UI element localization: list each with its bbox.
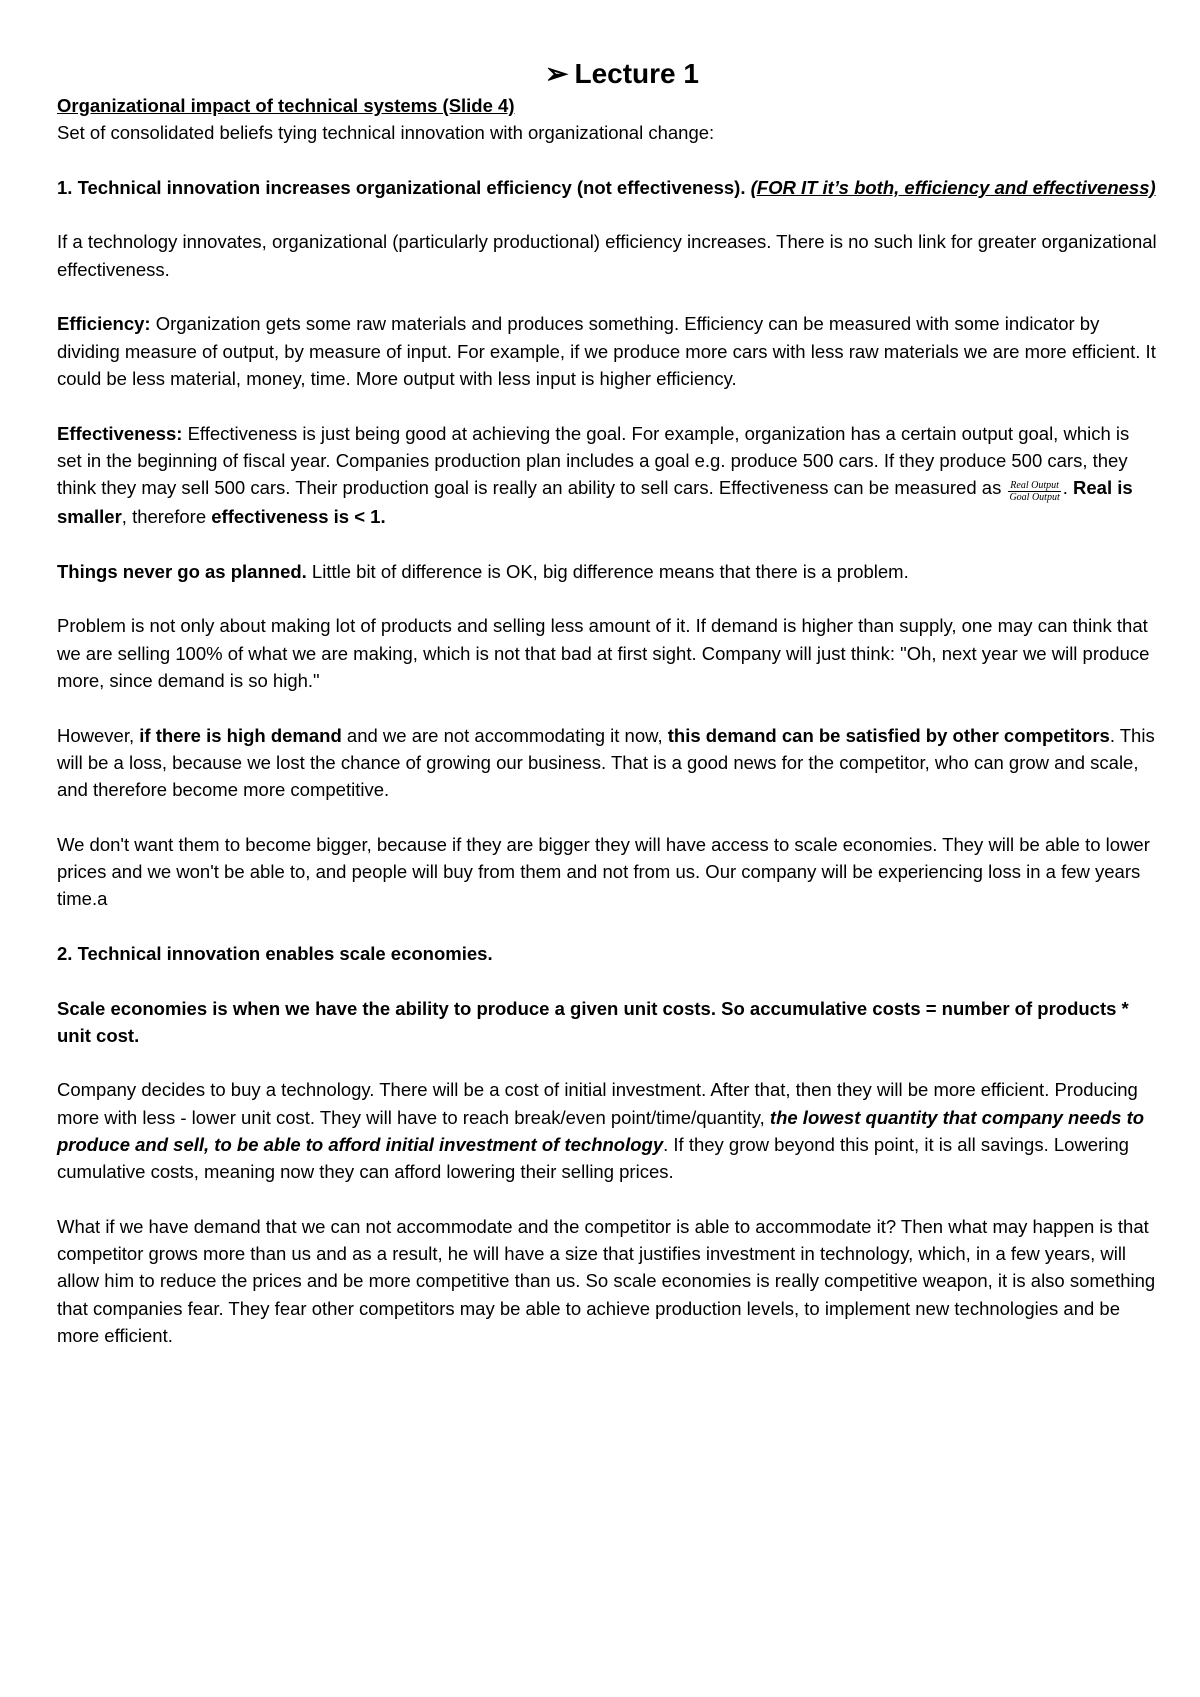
what-if-paragraph: What if we have demand that we can not accommodate and the competitor is able to accommodate it? Then what may happen is that competitor grows more than us and as a result, he will have a size that justifies investment in technology, which, in a few years, will allow him to reduce the prices and be more competitive than us. So scale economies is really competitive weapon, it is also something that companies fear. They fear other competitors may be able to achieve production levels, to implement new technologies and be more efficient. — [57, 1215, 1156, 1347]
effectiveness-after-fraction: . — [1062, 477, 1074, 499]
bigger-paragraph: We don't want them to become bigger, because if they are bigger they will have access to scale economies. They will be able to lower prices and we won't be able to, and people will buy from them and not from us. Our company will be experiencing loss in a few years time.a — [57, 833, 1150, 910]
however-t1: However, — [57, 724, 140, 746]
however-t2: and we are not accommodating it now, — [341, 724, 668, 746]
efficiency-paragraph — [57, 310, 1157, 392]
however-paragraph — [57, 722, 1157, 804]
effectiveness-mid: , therefore — [121, 506, 212, 528]
point-2-heading: 2. Technical innovation enables scale economies. — [57, 942, 493, 964]
real-is-smaller: Real is smaller — [57, 477, 1133, 528]
page-title — [57, 56, 1157, 92]
point-1-note: (FOR IT it’s both, efficiency and effectiveness) — [750, 176, 1156, 198]
technology-paragraph: If a technology innovates, organizational (particularly productional) efficiency increases. There is no such link for greater organizational effectiveness. — [57, 231, 1157, 280]
planned-paragraph — [57, 558, 1157, 585]
fraction-numerator: Real Output — [1010, 480, 1059, 492]
company-break-even: the lowest quantity that company needs to produce and sell, to be able to afford initial investment of technology — [57, 1106, 1145, 1155]
planned-text: Little bit of difference is OK, big difference means that there is a problem. — [306, 560, 909, 582]
efficiency-label: Efficiency: — [57, 313, 151, 335]
effectiveness-paragraph — [57, 420, 1157, 531]
point-1-heading — [57, 174, 1157, 201]
efficiency-text: Organization gets some raw materials and produces something. Efficiency can be measured with some indicator by dividing measure of output, by measure of input. For example, if we produce more cars with less raw materials we are more efficient. It could be less material, money, time. More output with less input is higher efficiency. — [57, 313, 1156, 389]
company-paragraph — [57, 1076, 1157, 1185]
effectiveness-label: Effectiveness: — [57, 422, 183, 444]
however-b1: if there is high demand — [139, 724, 342, 746]
effectiveness-fraction — [1008, 480, 1060, 503]
arrow-bullet-icon: ➢ — [545, 58, 569, 89]
point-1-text: 1. Technical innovation increases organizational efficiency (not effectiveness). — [57, 176, 746, 198]
however-b2: this demand can be satisfied by other competitors — [667, 724, 1110, 746]
scale-definition: Scale economies is when we have the ability to produce a given unit costs. So accumulative costs = number of products * unit cost. — [57, 997, 1129, 1046]
company-t1: Company decides to buy a technology. There will be a cost of initial investment. After that, then they will be more efficient. Producing more with less - lower unit cost. They will have to reach break/even point/time/quantity, — [57, 1079, 1138, 1128]
problem-paragraph: Problem is not only about making lot of products and selling less amount of it. If demand is higher than supply, one may can think that we are selling 100% of what we are making, which is not that bad at first sight. Company will just think: "Oh, next year we will produce more, since demand is so high." — [57, 615, 1150, 691]
intro-paragraph: Set of consolidated beliefs tying technical innovation with organizational change: — [57, 122, 715, 144]
effectiveness-conclusion: effectiveness is < 1. — [211, 506, 386, 528]
planned-label: Things never go as planned. — [57, 560, 307, 582]
effectiveness-text: Effectiveness is just being good at achieving the goal. For example, organization has a certain output goal, which is set in the beginning of fiscal year. Companies production plan includes a goal e.g. produce 500 cars. If they produce 500 cars, they think they may sell 500 cars. Their production goal is really an ability to sell cars. Effectiveness can be measured as — [57, 422, 1130, 499]
section-subtitle: Organizational impact of technical systems (Slide 4) — [57, 95, 515, 116]
title-text: Lecture 1 — [574, 58, 699, 89]
document-page — [57, 56, 1157, 1377]
fraction-denominator: Goal Output — [1009, 492, 1060, 504]
however-t3: . This will be a loss, because we lost the chance of growing our business. That is a good news for the competitor, who can grow and scale, and therefore become more competitive. — [57, 724, 1155, 801]
company-t2: . If they grow beyond this point, it is all savings. Lowering cumulative costs, meaning now they can afford lowering their selling prices. — [57, 1133, 1129, 1183]
